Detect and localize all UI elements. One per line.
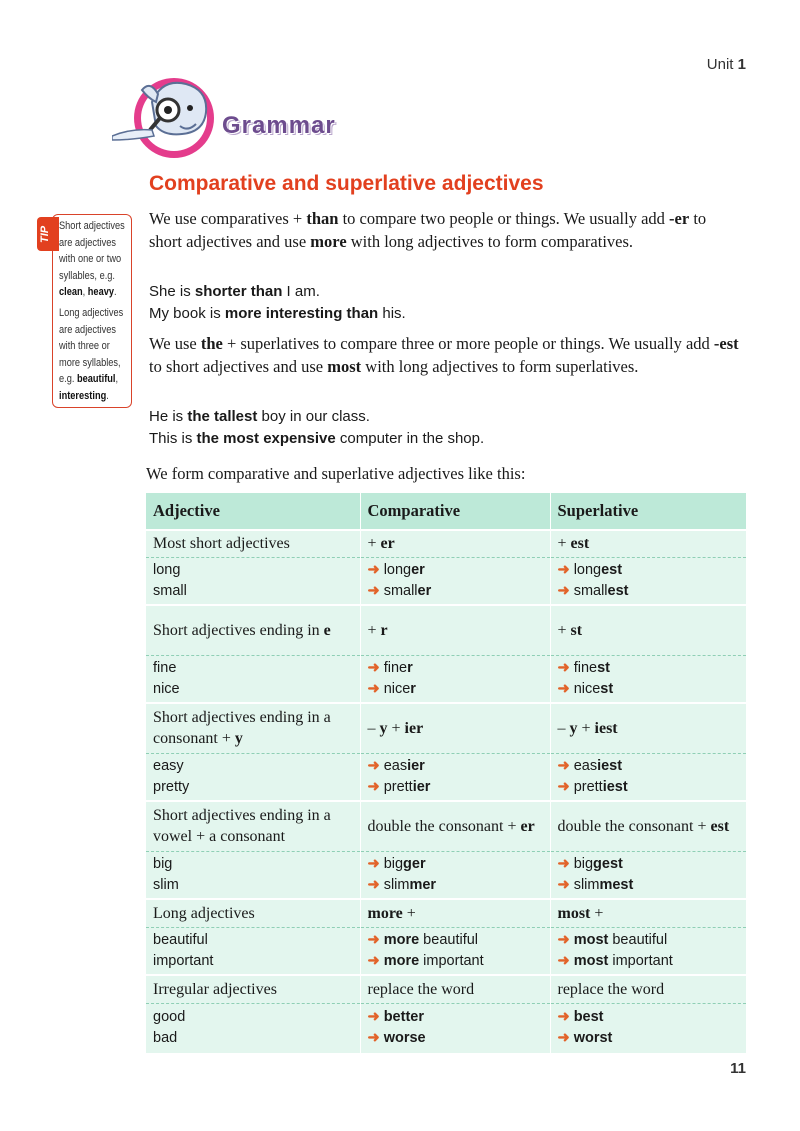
rule-row bbox=[146, 899, 746, 927]
superlative-forms: ➜ biggest ➜ slimmest bbox=[550, 851, 746, 899]
paragraph-comparatives: We use comparatives + than to compare two people or things. We usually add -er to short adjectives and use more with long adjectives to form comparatives. bbox=[149, 209, 707, 251]
rule-cell: Most short adjectives bbox=[146, 530, 360, 557]
example-row bbox=[146, 655, 746, 703]
superlative-forms: ➜ best ➜ worst bbox=[550, 1003, 746, 1053]
arrow-icon: ➜ bbox=[367, 1030, 380, 1047]
arrow-icon: ➜ bbox=[557, 952, 570, 969]
rule-row bbox=[146, 975, 746, 1003]
superlative-rule: + st bbox=[550, 605, 746, 655]
arrow-icon: ➜ bbox=[557, 757, 570, 774]
comparative-rule: more + bbox=[360, 899, 550, 927]
arrow-icon: ➜ bbox=[367, 582, 380, 599]
arrow-icon: ➜ bbox=[557, 561, 570, 578]
comparative-rule: – y + ier bbox=[360, 703, 550, 753]
arrow-icon: ➜ bbox=[557, 1009, 570, 1026]
arrow-icon: ➜ bbox=[367, 931, 380, 948]
arrow-icon: ➜ bbox=[557, 876, 570, 893]
adjective-table bbox=[146, 493, 746, 1053]
example-words: big slim bbox=[146, 851, 360, 899]
comparative-forms: ➜ longer ➜ smaller bbox=[360, 557, 550, 605]
arrow-icon: ➜ bbox=[367, 952, 380, 969]
paragraph-superlatives: We use the + superlatives to compare three or more people or things. We usually add -est to short adjectives and use most with long adjectives to form superlatives. bbox=[149, 334, 739, 376]
example-sentence: This is the most expensive computer in the shop. bbox=[149, 430, 485, 447]
comparative-forms: ➜ easier ➜ prettier bbox=[360, 753, 550, 801]
comparative-forms: ➜ finer ➜ nicer bbox=[360, 655, 550, 703]
example-row bbox=[146, 1003, 746, 1053]
arrow-icon: ➜ bbox=[367, 778, 380, 795]
unit-label: Unit 1 bbox=[706, 56, 746, 73]
example-sentence: She is shorter than I am. bbox=[149, 283, 320, 300]
superlative-rule: + est bbox=[550, 530, 746, 557]
rule-cell: Short adjectives ending in e bbox=[146, 605, 360, 655]
page-title: Comparative and superlative adjectives bbox=[149, 172, 544, 195]
header-adjective: Adjective bbox=[146, 493, 360, 530]
rule-cell: Long adjectives bbox=[146, 899, 360, 927]
arrow-icon: ➜ bbox=[367, 1009, 380, 1026]
tip-tab: TIP bbox=[37, 217, 59, 251]
rule-row bbox=[146, 801, 746, 851]
example-words: long small bbox=[146, 557, 360, 605]
superlative-rule: – y + iest bbox=[550, 703, 746, 753]
arrow-icon: ➜ bbox=[557, 582, 570, 599]
arrow-icon: ➜ bbox=[367, 561, 380, 578]
arrow-icon: ➜ bbox=[557, 931, 570, 948]
page-number: 11 bbox=[730, 1060, 746, 1077]
arrow-icon: ➜ bbox=[367, 855, 380, 872]
example-words: beautiful important bbox=[146, 927, 360, 975]
comparative-forms: ➜ more beautiful ➜ more important bbox=[360, 927, 550, 975]
example-row bbox=[146, 557, 746, 605]
arrow-icon: ➜ bbox=[367, 876, 380, 893]
example-row bbox=[146, 753, 746, 801]
superlative-rule: double the consonant + est bbox=[550, 801, 746, 851]
comparative-forms: ➜ bigger ➜ slimmer bbox=[360, 851, 550, 899]
superlative-rule: replace the word bbox=[550, 975, 746, 1003]
example-row bbox=[146, 927, 746, 975]
arrow-icon: ➜ bbox=[367, 680, 380, 697]
arrow-icon: ➜ bbox=[557, 855, 570, 872]
header-comparative: Comparative bbox=[360, 493, 550, 530]
table-intro: We form comparative and superlative adjectives like this: bbox=[146, 464, 526, 483]
arrow-icon: ➜ bbox=[557, 778, 570, 795]
superlative-rule: most + bbox=[550, 899, 746, 927]
tip-text: Short adjectives are adjectives with one or two syllables, e.g. clean, heavy. Long adjectives are adjectives with three or more syllables, e.g. beautiful, interesting. bbox=[59, 220, 125, 402]
comparative-rule: double the consonant + er bbox=[360, 801, 550, 851]
example-words: good bad bbox=[146, 1003, 360, 1053]
tip-box bbox=[39, 214, 132, 408]
header-superlative: Superlative bbox=[550, 493, 746, 530]
table-header-row bbox=[146, 493, 746, 530]
arrow-icon: ➜ bbox=[557, 659, 570, 676]
comparative-rule: replace the word bbox=[360, 975, 550, 1003]
superlative-forms: ➜ most beautiful ➜ most important bbox=[550, 927, 746, 975]
comparative-forms: ➜ better ➜ worse bbox=[360, 1003, 550, 1053]
rule-row bbox=[146, 605, 746, 655]
rule-cell: Short adjectives ending in a vowel + a consonant bbox=[146, 801, 360, 851]
rule-cell: Short adjectives ending in a consonant + y bbox=[146, 703, 360, 753]
example-sentence: My book is more interesting than his. bbox=[149, 305, 406, 322]
superlative-forms: ➜ easiest ➜ prettiest bbox=[550, 753, 746, 801]
example-sentence: He is the tallest boy in our class. bbox=[149, 408, 370, 425]
section-label: Grammar bbox=[222, 112, 336, 139]
superlative-forms: ➜ longest ➜ smallest bbox=[550, 557, 746, 605]
comparative-rule: + er bbox=[360, 530, 550, 557]
comparative-rule: + r bbox=[360, 605, 550, 655]
rule-row bbox=[146, 703, 746, 753]
example-row bbox=[146, 851, 746, 899]
magnifier-dog-logo bbox=[112, 72, 222, 160]
arrow-icon: ➜ bbox=[557, 680, 570, 697]
arrow-icon: ➜ bbox=[367, 757, 380, 774]
example-words: fine nice bbox=[146, 655, 360, 703]
arrow-icon: ➜ bbox=[557, 1030, 570, 1047]
rule-row bbox=[146, 530, 746, 557]
arrow-icon: ➜ bbox=[367, 659, 380, 676]
example-words: easy pretty bbox=[146, 753, 360, 801]
rule-cell: Irregular adjectives bbox=[146, 975, 360, 1003]
superlative-forms: ➜ finest ➜ nicest bbox=[550, 655, 746, 703]
